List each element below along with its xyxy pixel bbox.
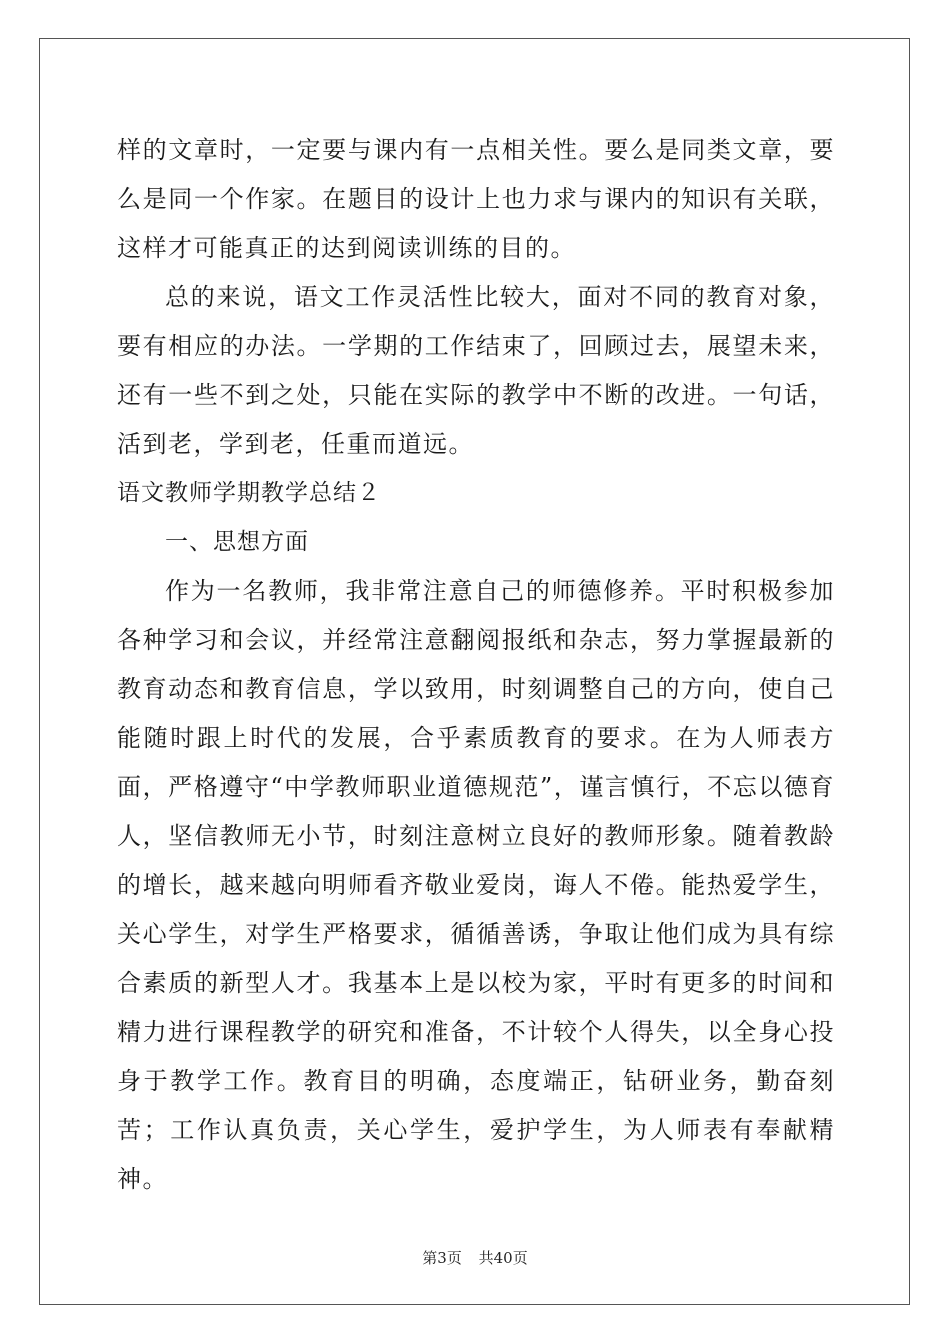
- page-number: 第3页: [422, 1249, 462, 1267]
- page-footer: [0, 1247, 950, 1268]
- section-title: 语文教师学期教学总结２: [117, 480, 381, 506]
- paragraph-body: 作为一名教师，我非常注意自己的师德修养。平时积极参加各种学习和会议，并经常注意翻阅报纸和杂志，努力掌握最新的教育动态和教育信息，学以致用，时刻调整自己的方向，使自己能随时跟上时代的发展，合乎素质教育的要求。在为人师表方面，严格遵守“中学教师职业道德规范”，谨言慎行，不忘以德育人，坚信教师无小节，时刻注意树立良好的教师形象。随着教龄的增长，越来越向明师看齐敬业爱岗，诲人不倦。能热爱学生，关心学生，对学生严格要求，循循善诱，争取让他们成为具有综合素质的新型人才。我基本上是以校为家，平时有更多的时间和精力进行课程教学的研究和准备，不计较个人得失，以全身心投身于教学工作。教育目的明确，态度端正，钻研业务，勤奋刻苦；工作认真负责，关心学生，爱护学生，为人师表有奉献精神。: [117, 577, 835, 1193]
- paragraph-continuation: 样的文章时，一定要与课内有一点相关性。要么是同类文章，要么是同一个作家。在题目的设计上也力求与课内的知识有关联，这样才可能真正的达到阅读训练的目的。: [117, 136, 835, 262]
- page-total: 共40页: [478, 1249, 528, 1267]
- subsection-title: 一、思想方面: [165, 529, 309, 555]
- document-body: [117, 126, 835, 1204]
- paragraph-summary: 总的来说，语文工作灵活性比较大，面对不同的教育对象，要有相应的办法。一学期的工作结束了，回顾过去，展望未来，还有一些不到之处，只能在实际的教学中不断的改进。一句话，活到老，学到老，任重而道远。: [117, 283, 835, 458]
